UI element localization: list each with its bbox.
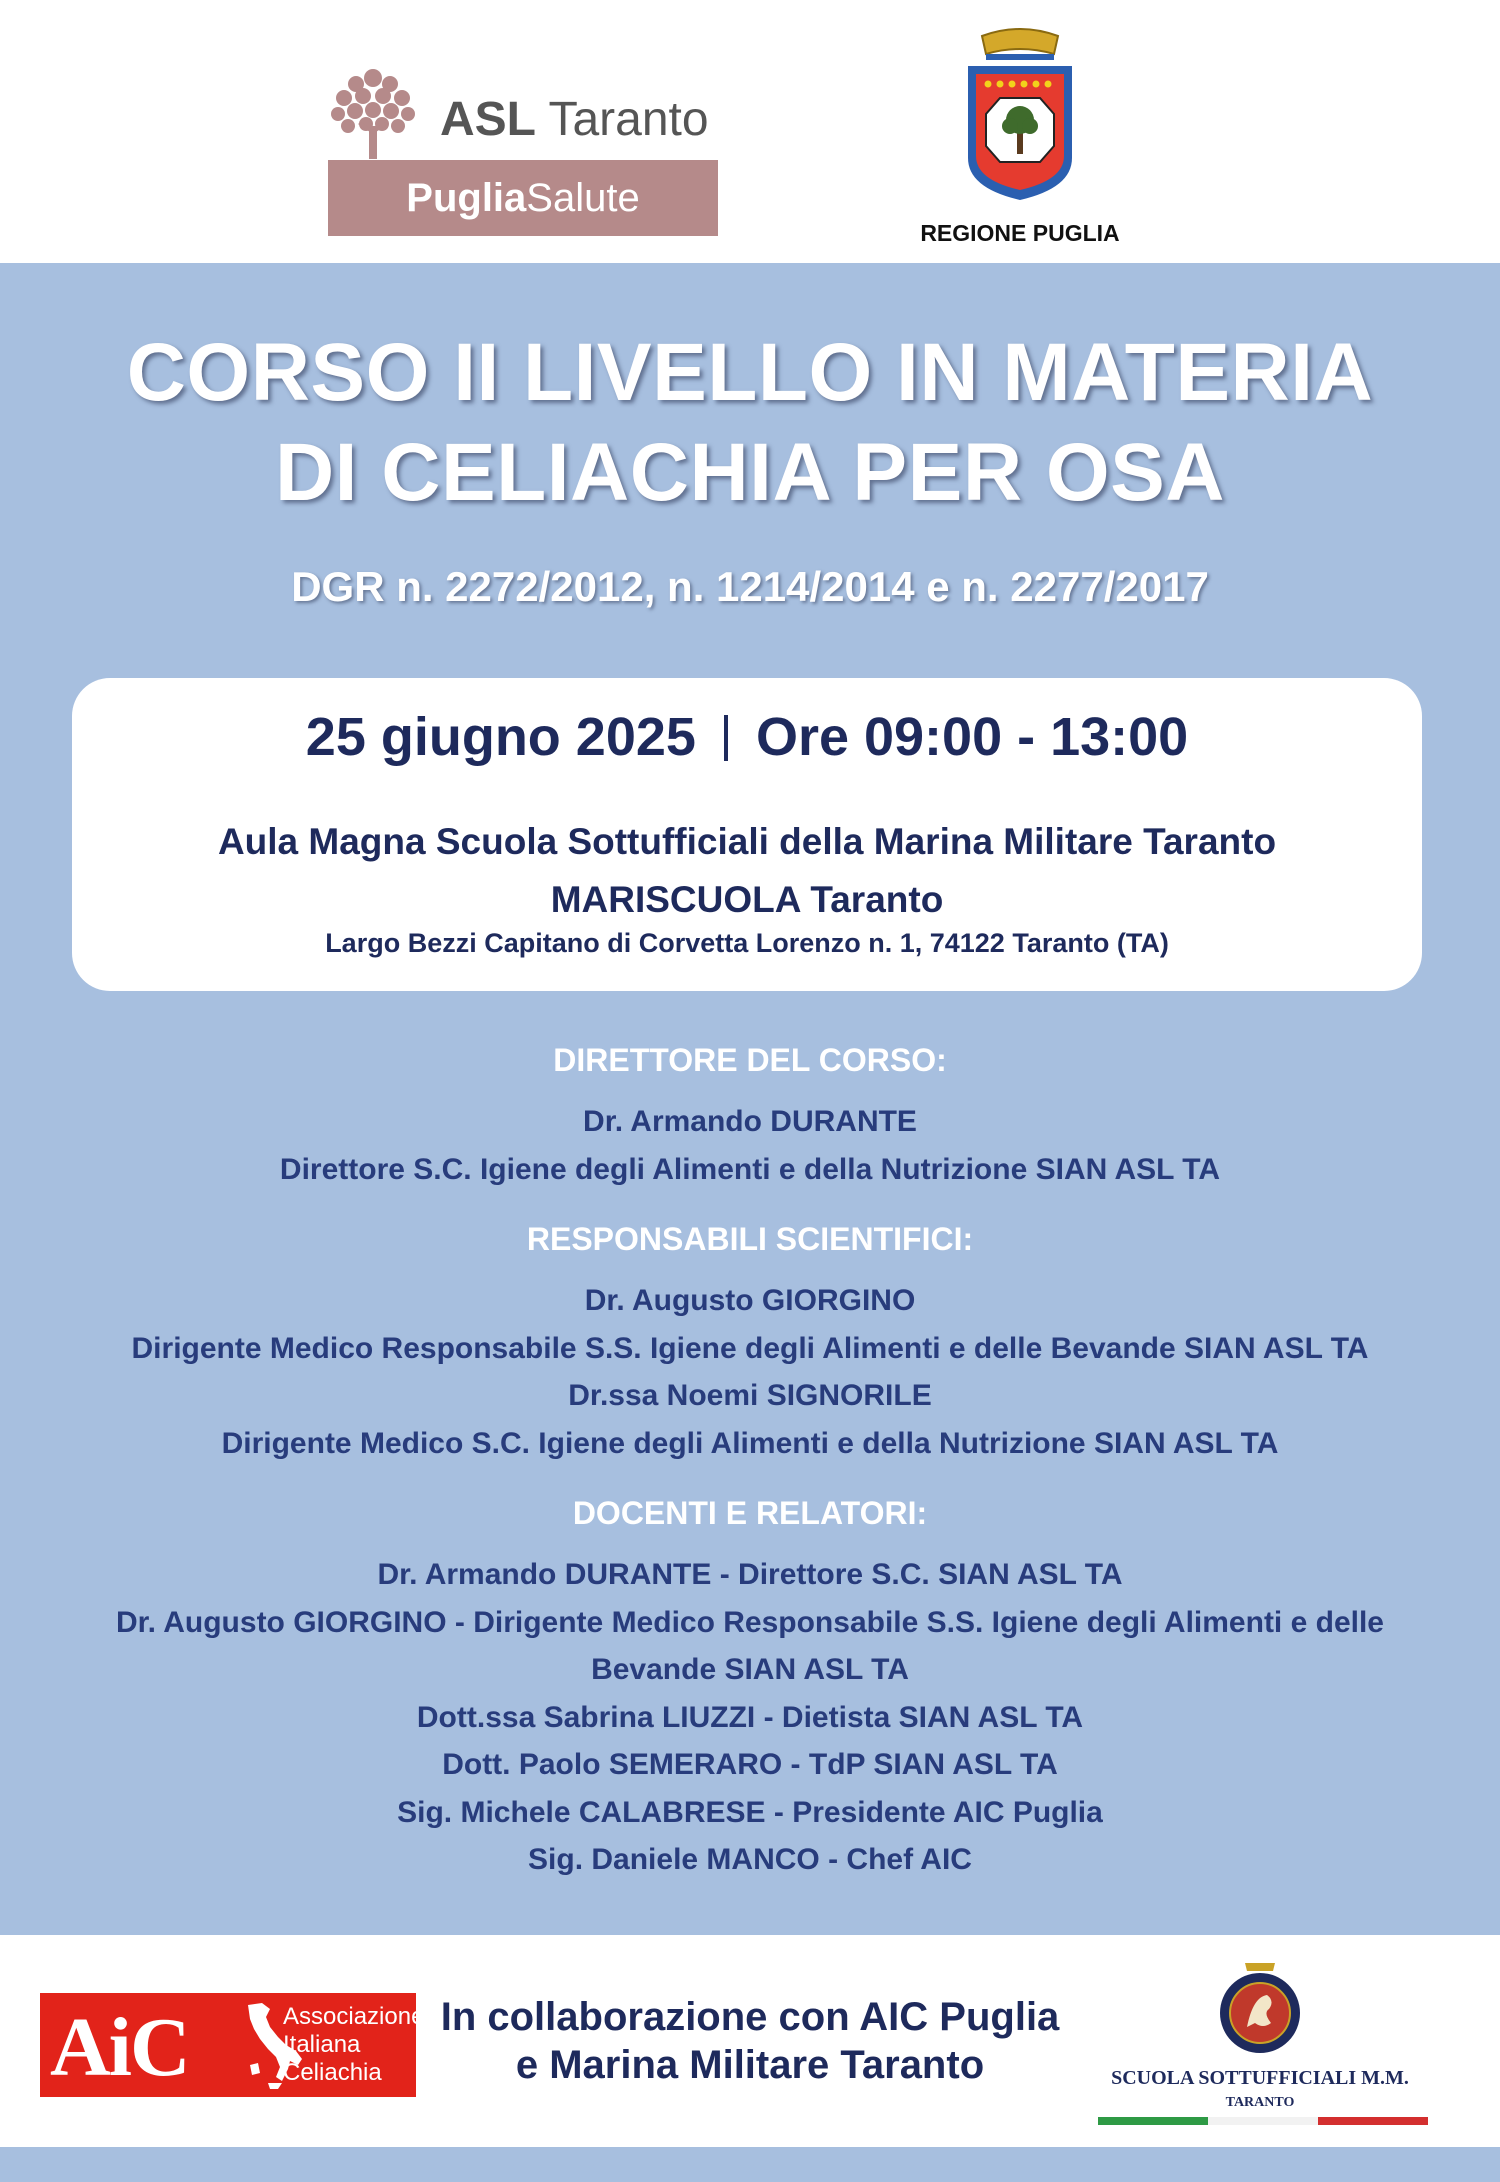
venue-line-2: MARISCUOLA Taranto: [550, 879, 944, 920]
school-label: SCUOLA SOTTUFFICIALI M.M.: [1111, 2067, 1409, 2089]
title-line-1: CORSO II LIVELLO IN MATERIA: [126, 327, 1374, 418]
director-heading: DIRETTORE DEL CORSO:: [553, 1042, 947, 1078]
regione-puglia-logo: [900, 28, 1140, 250]
asl-taranto-logo: [328, 64, 718, 236]
scientific-line: Dr.ssa Noemi SIGNORILE: [568, 1379, 932, 1412]
event-time: Ore 09:00 - 13:00: [755, 707, 1189, 767]
collaboration-text: In collaborazione con AIC Puglia e Marina Militare Taranto: [440, 1995, 1060, 2087]
teacher-line: Dr. Armando DURANTE - Direttore S.C. SIAN ASL TA: [377, 1558, 1123, 1591]
asl-name: ASL Taranto: [440, 93, 709, 146]
teacher-line: Dr. Augusto GIORGINO - Dirigente Medico Responsabile S.S. Igiene degli Alimenti e delle: [116, 1605, 1384, 1639]
main-panel: [0, 263, 1500, 1935]
director-line: Dr. Armando DURANTE: [583, 1105, 917, 1138]
scientific-line: Dr. Augusto GIORGINO: [584, 1284, 916, 1317]
navy-emblem-icon: [1215, 1957, 1305, 2057]
title-line-2: DI CELIACHIA PER OSA: [274, 427, 1226, 518]
puglia-salute-band: Puglia Salute: [328, 160, 718, 236]
regione-shield-icon: [960, 28, 1080, 208]
course-title: [0, 323, 1500, 523]
bottom-band: [0, 2147, 1500, 2182]
event-card: [72, 678, 1422, 991]
director-line: Direttore S.C. Igiene degli Alimenti e della Nutrizione SIAN ASL TA: [279, 1152, 1221, 1186]
event-address: Largo Bezzi Capitano di Corvetta Lorenzo n. 1, 74122 Taranto (TA): [325, 928, 1169, 958]
footer: [0, 1935, 1500, 2147]
scientific-heading: RESPONSABILI SCIENTIFICI:: [526, 1221, 974, 1257]
event-date: 25 giugno 2025: [305, 707, 696, 767]
scientific-line: Dirigente Medico S.C. Igiene degli Alimenti e della Nutrizione SIAN ASL TA: [221, 1426, 1279, 1460]
dgr-reference: DGR n. 2272/2012, n. 1214/2014 e n. 2277/2017: [291, 563, 1209, 610]
teachers-heading: DOCENTI E RELATORI:: [572, 1495, 928, 1531]
teacher-line: Dott.ssa Sabrina LIUZZI - Dietista SIAN ASL TA: [416, 1700, 1084, 1734]
aic-text: Associazione Italiana Celiachia: [283, 2003, 425, 2086]
event-datetime: [72, 706, 1422, 768]
school-city: TARANTO: [1225, 2095, 1295, 2110]
aic-mark: AiC: [50, 2001, 189, 2094]
region-label: REGIONE PUGLIA: [920, 220, 1120, 246]
separator: [724, 715, 728, 761]
teacher-line: Sig. Michele CALABRESE - Presidente AIC Puglia: [397, 1795, 1103, 1829]
marina-school-logo: [1090, 1957, 1430, 2132]
course-staff: [0, 1036, 1500, 1884]
venue-line-1: Aula Magna Scuola Sottufficiali della Marina Militare Taranto: [217, 821, 1277, 862]
event-venue: [72, 813, 1422, 929]
header: [0, 0, 1500, 263]
tree-icon: [328, 64, 418, 159]
teacher-line: Sig. Daniele MANCO - Chef AIC: [528, 1843, 972, 1876]
aic-logo: [40, 1993, 425, 2097]
scientific-line: Dirigente Medico Responsabile S.S. Igiene degli Alimenti e delle Bevande SIAN ASL TA: [131, 1331, 1369, 1365]
teacher-line: Dott. Paolo SEMERARO - TdP SIAN ASL TA: [442, 1748, 1058, 1781]
italian-flag-stripe: [1098, 2117, 1428, 2125]
teacher-line: Bevande SIAN ASL TA: [591, 1653, 909, 1686]
